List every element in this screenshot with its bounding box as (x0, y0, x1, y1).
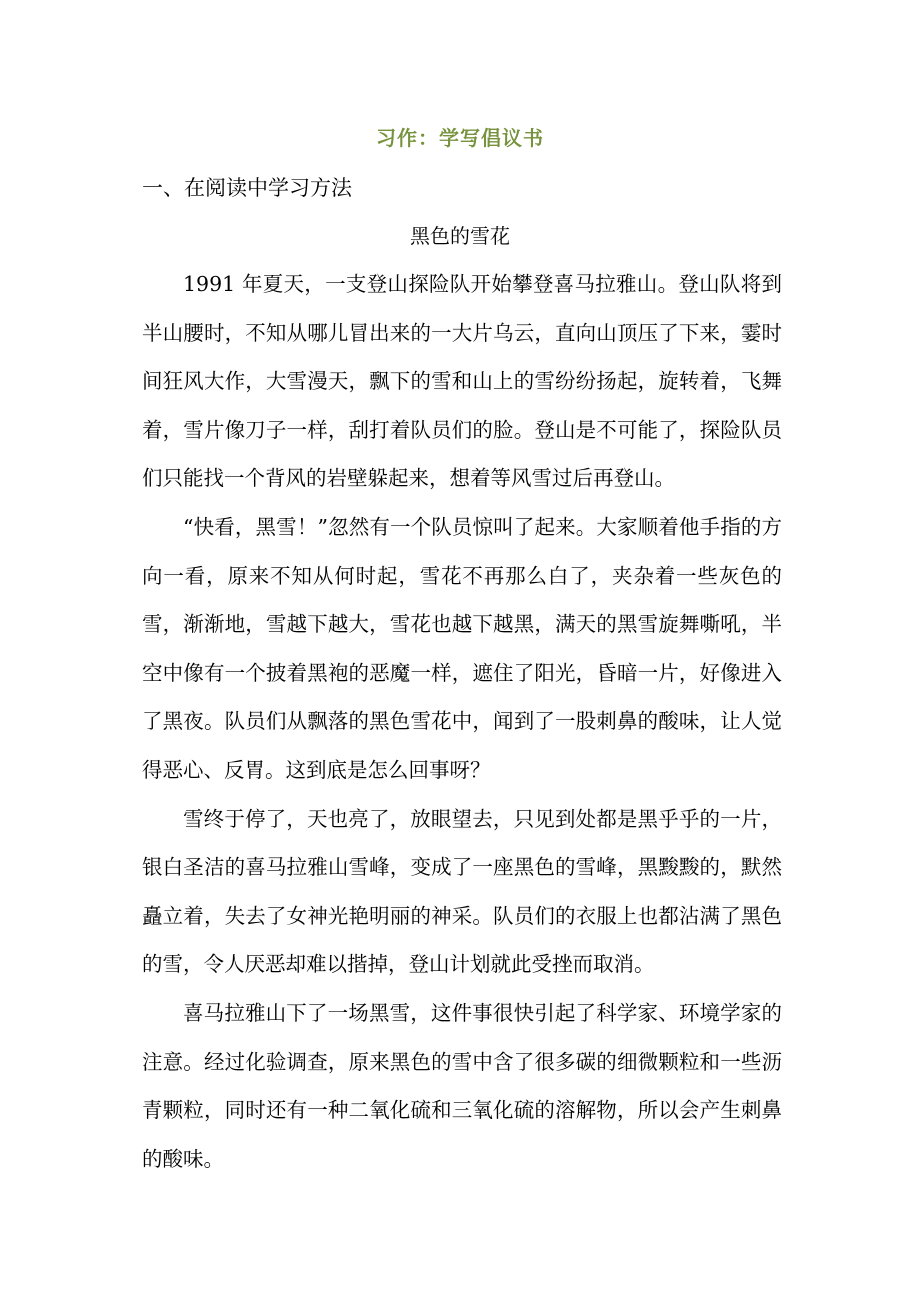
story-body (142, 260, 782, 1183)
paragraph: “快看，黑雪！”忽然有一个队员惊叫了起来。大家顺着他手指的方向一看，原来不知从何时起，雪花不再那么白了，夹杂着一些灰色的雪，渐渐地，雪越下越大，雪花也越下越黑，满天的黑雪旋舞嘶吼，半空中像有一个披着黑袍的恶魔一样，遮住了阳光，昏暗一片，好像进入了黑夜。队员们从飘落的黑色雪花中，闻到了一股刺鼻的酸味，让人觉得恶心、反胃。这到底是怎么回事呀？ (142, 514, 782, 782)
paragraph: 雪终于停了，天也亮了，放眼望去，只见到处都是黑乎乎的一片，银白圣洁的喜马拉雅山雪峰，变成了一座黑色的雪峰，黑黢黢的，默然矗立着，失去了女神光艳明丽的神采。队员们的衣服上也都沾满了黑色的雪，令人厌恶却难以揩掉，登山计划就此受挫而取消。 (142, 806, 782, 977)
paragraph: 喜马拉雅山下了一场黑雪，这件事很快引起了科学家、环境学家的注意。经过化验调查，原来黑色的雪中含了很多碳的细微颗粒和一些沥青颗粒，同时还有一种二氧化硫和三氧化硫的溶解物，所以会产生刺鼻的酸味。 (142, 1000, 782, 1171)
story-title: 黑色的雪花 (410, 224, 510, 248)
paragraph: 1991 年夏天，一支登山探险队开始攀登喜马拉雅山。登山队将到半山腰时，不知从哪儿冒出来的一大片乌云，直向山顶压了下来，霎时间狂风大作，大雪漫天，飘下的雪和山上的雪纷纷扬起，旋转着，飞舞着，雪片像刀子一样，刮打着队员们的脸。登山是不可能了，探险队员们只能找一个背风的岩壁躲起来，想着等风雪过后再登山。 (142, 272, 782, 491)
document-title: 习作：学写倡议书 (376, 126, 544, 150)
section-heading: 一、在阅读中学习方法 (142, 176, 352, 200)
